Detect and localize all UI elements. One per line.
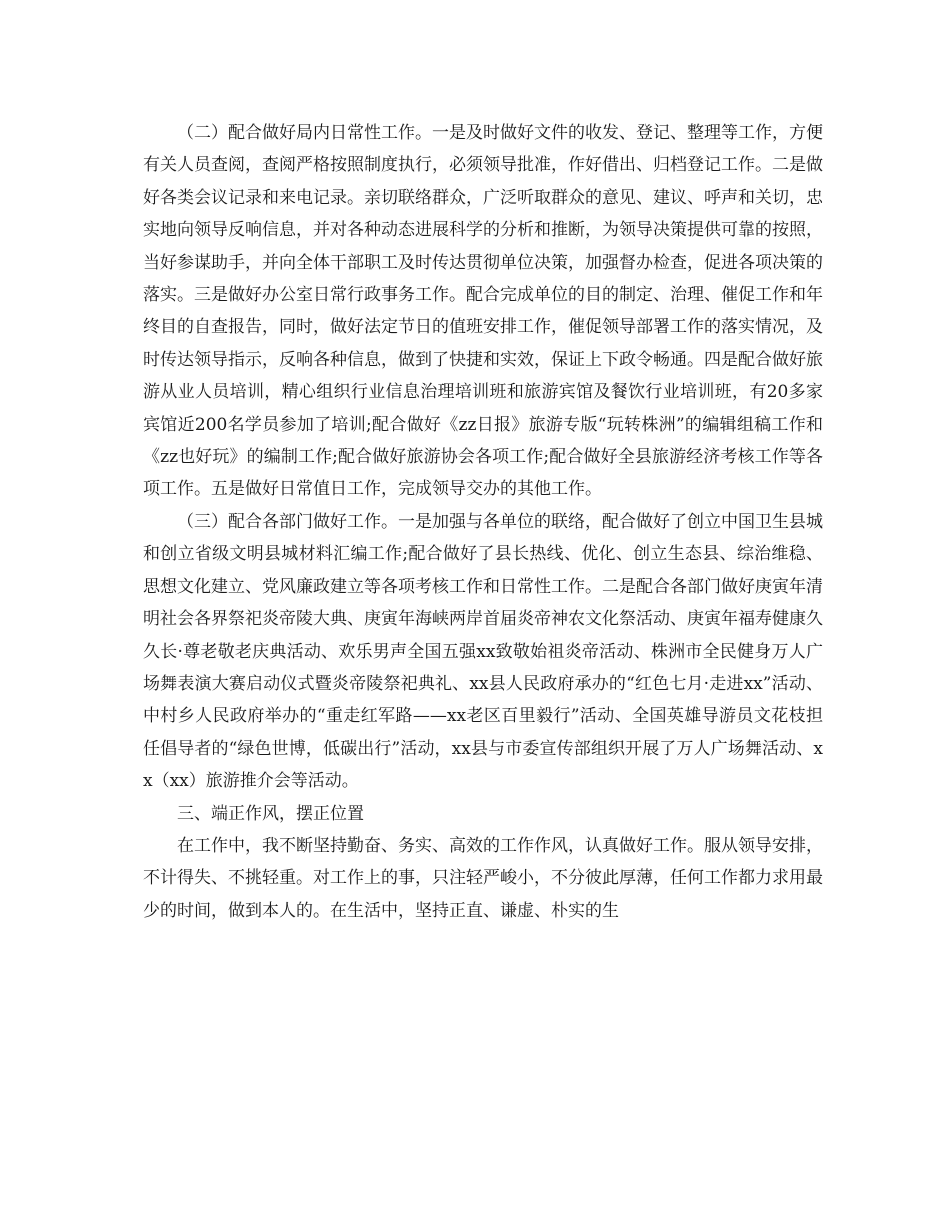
document-body	[143, 117, 823, 927]
paragraph-work-style: 在工作中，我不断坚持勤奋、务实、高效的工作作风，认真做好工作。服从领导安排，不计得失、不挑轻重。对工作上的事，只注轻严峻小，不分彼此厚薄，任何工作都力求用最少的时间，做到本人的。在生活中，坚持正直、谦虚、朴实的生	[143, 835, 823, 921]
section-heading-work-style: 三、端正作风，摆正位置	[177, 803, 364, 824]
paragraph-department-cooperation: （三）配合各部门做好工作。一是加强与各单位的联络，配合做好了创立中国卫生县城和创立省级文明县城材料汇编工作;配合做好了县长热线、优化、创立生态县、综治维稳、思想文化建立、党风廉政建立等各项考核工作和日常性工作。二是配合各部门做好庚寅年清明社会各界祭祀炎帝陵大典、庚寅年海峡两岸首届炎帝神农文化祭活动、庚寅年福寿健康久久长·尊老敬老庆典活动、欢乐男声全国五强xx致敬始祖炎帝活动、株洲市全民健身万人广场舞表演大赛启动仪式暨炎帝陵祭祀典礼、xx县人民政府承办的“红色七月·走进xx”活动、中村乡人民政府举办的“重走红军路——xx老区百里毅行”活动、全国英雄导游员文花枝担任倡导者的“绿色世博，低碳出行”活动，xx县与市委宣传部组织开展了万人广场舞活动、xx（xx）旅游推介会等活动。	[143, 511, 823, 792]
paragraph-daily-work: （二）配合做好局内日常性工作。一是及时做好文件的收发、登记、整理等工作，方便有关人员查阅，查阅严格按照制度执行，必须领导批准，作好借出、归档登记工作。二是做好各类会议记录和来电记录。亲切联络群众，广泛听取群众的意见、建议、呼声和关切，忠实地向领导反响信息，并对各种动态进展科学的分析和推断，为领导决策提供可靠的按照，当好参谋助手，并向全体干部职工及时传达贯彻单位决策，加强督办检查，促进各项决策的落实。三是做好办公室日常行政事务工作。配合完成单位的目的制定、治理、催促工作和年终目的自查报告，同时，做好法定节日的值班安排工作，催促领导部署工作的落实情况，及时传达领导指示，反响各种信息，做到了快捷和实效，保证上下政令畅通。四是配合做好旅游从业人员培训，精心组织行业信息治理培训班和旅游宾馆及餐饮行业培训班，有20多家宾馆近200名学员参加了培训;配合做好《zz日报》旅游专版“玩转株洲”的编辑组稿工作和《zz也好玩》的编制工作;配合做好旅游协会各项工作;配合做好全县旅游经济考核工作等各项工作。五是做好日常值日工作，完成领导交办的其他工作。	[143, 123, 823, 500]
